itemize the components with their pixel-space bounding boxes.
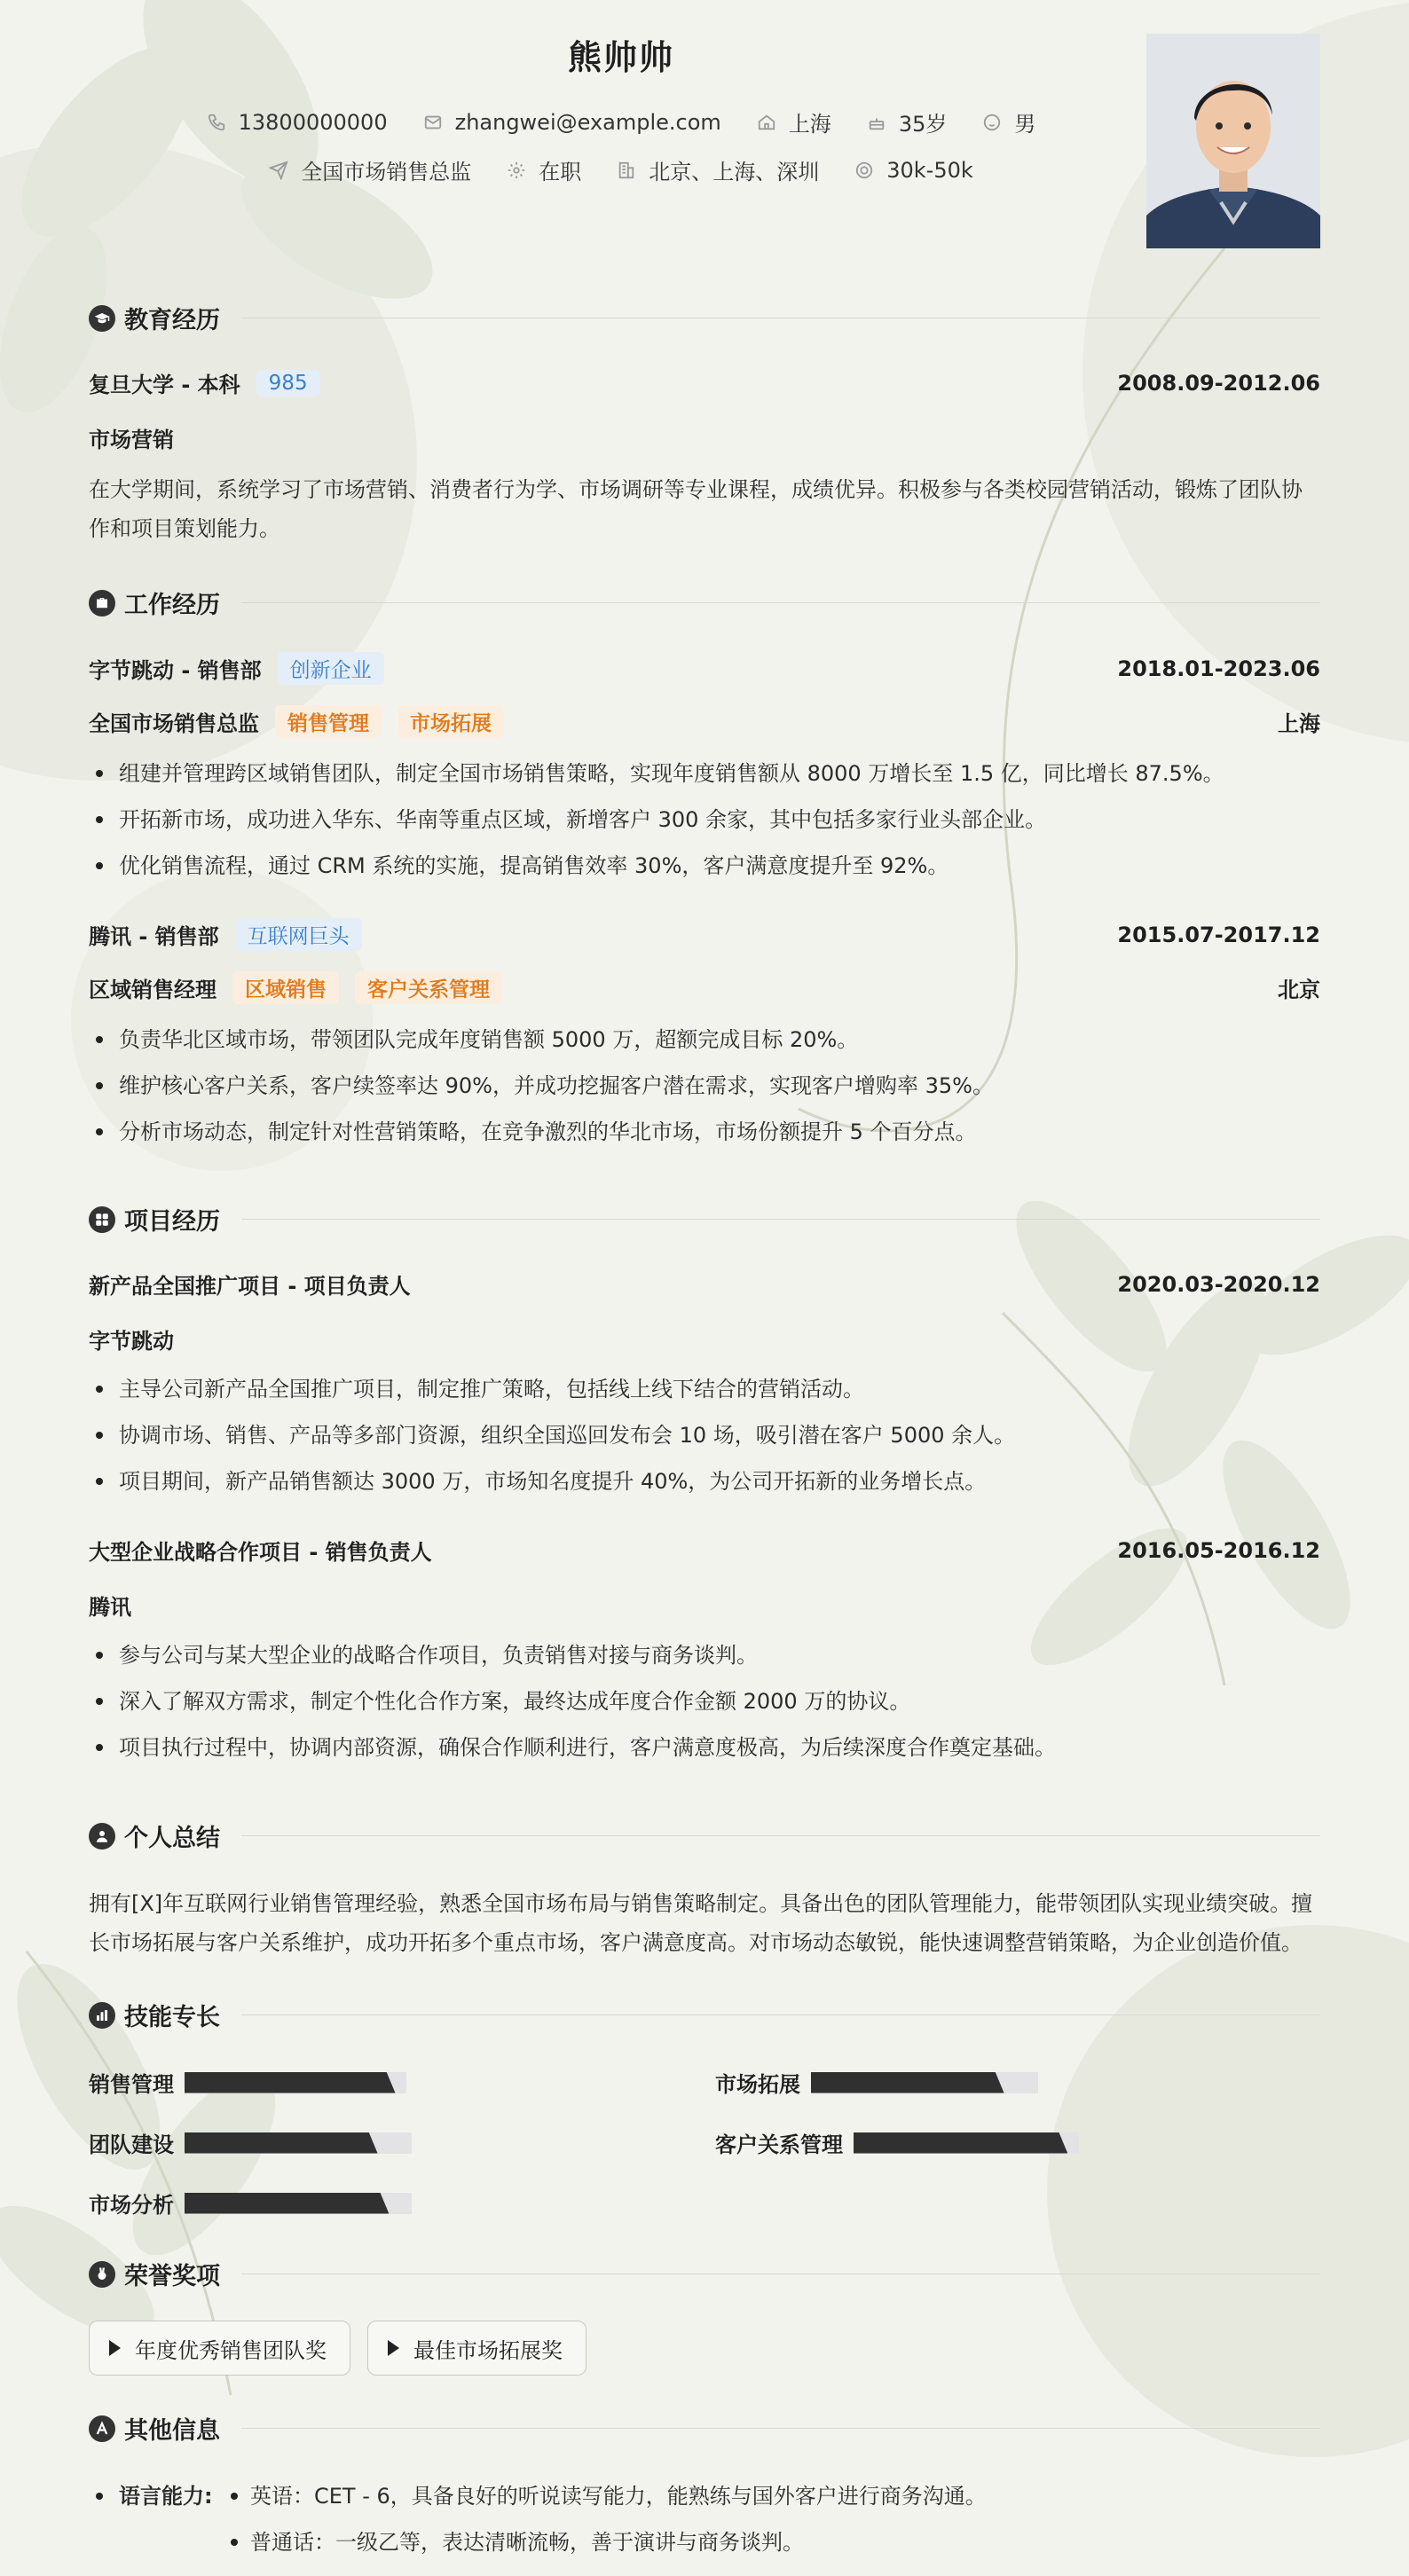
job-2-company-tag: 互联网巨头 — [235, 918, 362, 951]
list-item: 维护核心客户关系，客户续签率达 90%，并成功挖掘客户潜在需求，实现客户增购率 35%。 — [89, 1068, 1320, 1114]
phone-text: 13800000000 — [238, 109, 388, 135]
play-triangle-icon — [388, 2340, 399, 2356]
honors-section-title: 荣誉奖项 — [89, 2257, 1320, 2291]
skill-crm — [715, 2127, 1079, 2158]
person-face-icon — [982, 113, 1002, 132]
skill-fill — [185, 2072, 396, 2093]
skill-label: 市场拓展 — [715, 2072, 800, 2097]
project-2-header — [89, 1535, 1320, 1566]
job-2-skill-tag: 区域销售 — [232, 971, 339, 1004]
graduation-cap-icon — [89, 305, 115, 332]
job-2-skill-tag: 客户关系管理 — [355, 971, 502, 1004]
school-name: 复旦大学 - 本科 — [89, 373, 240, 397]
gender-text: 男 — [1014, 112, 1036, 137]
skill-bar — [185, 2072, 406, 2093]
skills-section-title: 技能专长 — [89, 1998, 1320, 2032]
list-item: 分析市场动态，制定针对性营销策略，在竞争激烈的华北市场，市场份额提升 5 个百分点。 — [89, 1114, 1320, 1160]
status-item — [507, 154, 581, 185]
project-1-name: 新产品全国推广项目 - 项目负责人 — [89, 1274, 411, 1299]
target-position-item — [269, 154, 471, 185]
education-description: 在大学期间，系统学习了市场营销、消费者行为学、市场调研等专业课程，成绩优异。积极参与各类校园营销活动，锻炼了团队协 作和项目策划能力。 — [89, 477, 1303, 541]
job-1-company: 字节跳动 - 销售部 — [89, 658, 262, 683]
contact-row — [0, 106, 1242, 137]
city-text: 上海 — [788, 112, 831, 137]
profile-photo — [1146, 34, 1320, 248]
job-2-role: 区域销售经理 — [89, 978, 216, 1002]
skill-market-analysis — [89, 2187, 412, 2219]
job-1-role-row — [89, 705, 1320, 738]
project-2-period: 2016.05-2016.12 — [1117, 1537, 1320, 1563]
skill-fill — [185, 2193, 389, 2214]
user-icon — [89, 1823, 115, 1850]
projects-section-title: 项目经历 — [89, 1202, 1320, 1237]
project-1-period: 2020.03-2020.12 — [1117, 1271, 1320, 1297]
honor-badge-1: 年度优秀销售团队奖 — [89, 2321, 350, 2376]
skill-label: 团队建设 — [89, 2132, 174, 2157]
project-2-bullets — [89, 1637, 1320, 1776]
job-2-bullets — [89, 1022, 1320, 1160]
mandarin-ability: 普通话：一级乙等，表达清晰流畅，善于演讲与商务谈判。 — [250, 2530, 804, 2555]
mail-icon — [423, 113, 443, 132]
skill-label: 客户关系管理 — [715, 2132, 843, 2157]
briefcase-icon — [89, 590, 115, 617]
section-divider — [241, 2014, 1320, 2015]
job-1-skill-tag: 市场拓展 — [398, 705, 504, 738]
work-section-title: 工作经历 — [89, 585, 1320, 620]
skill-fill — [811, 2072, 1004, 2093]
age-text: 35岁 — [898, 112, 948, 137]
language-label: 语言能力: — [119, 2484, 213, 2509]
major-row — [89, 422, 1320, 453]
project-2-name: 大型企业战略合作项目 - 销售负责人 — [89, 1540, 432, 1565]
cake-icon — [867, 113, 886, 132]
skill-bar — [854, 2132, 1079, 2154]
section-divider — [241, 2428, 1320, 2429]
project-1-header — [89, 1268, 1320, 1300]
job-1-period: 2018.01-2023.06 — [1117, 656, 1320, 681]
grid-apps-icon — [89, 1206, 115, 1233]
bullet-dot — [231, 2539, 238, 2546]
skill-bar — [185, 2193, 412, 2214]
other-section-title: 其他信息 — [89, 2411, 1320, 2446]
project-1-company-row — [89, 1323, 1320, 1355]
job-intent-row — [0, 154, 1242, 185]
bar-chart-icon — [89, 2002, 115, 2029]
candidate-name: 熊帅帅 — [567, 38, 674, 77]
list-item: 项目执行过程中，协调内部资源，确保合作顺利进行，客户满意度极高，为后续深度合作奠定基础。 — [89, 1730, 1320, 1776]
play-triangle-icon — [109, 2340, 121, 2356]
skill-bar — [185, 2132, 412, 2154]
skill-fill — [185, 2132, 378, 2154]
paper-plane-icon — [269, 161, 288, 180]
education-section-title: 教育经历 — [89, 301, 1320, 335]
school-tag: 985 — [256, 370, 320, 397]
status-gear-icon — [507, 161, 526, 180]
list-item: 负责华北区域市场，带领团队完成年度销售额 5000 万，超额完成目标 20%。 — [89, 1022, 1320, 1068]
target-position-text: 全国市场销售总监 — [301, 160, 472, 185]
project-1-company: 字节跳动 — [89, 1329, 174, 1354]
coin-icon — [854, 161, 874, 180]
list-item: 组建并管理跨区域销售团队，制定全国市场销售策略，实现年度销售额从 8000 万增长至 1.5 亿，同比增长 87.5%。 — [89, 756, 1320, 802]
salary-item — [854, 158, 973, 183]
skill-market-expansion — [715, 2067, 1038, 2098]
summary-section-title: 个人总结 — [89, 1818, 1320, 1853]
target-cities-text: 北京、上海、深圳 — [649, 160, 820, 185]
bullet-dot — [96, 2493, 103, 2500]
list-item: 开拓新市场，成功进入华东、华南等重点区域，新增客户 300 余家，其中包括多家行业头部企业。 — [89, 802, 1320, 848]
home-icon — [757, 113, 776, 132]
job-2-role-row — [89, 971, 1320, 1004]
phone-item — [207, 110, 388, 135]
job-1-company-tag: 创新企业 — [278, 652, 384, 685]
section-divider — [241, 1835, 1320, 1836]
honor-badge-2: 最佳市场拓展奖 — [367, 2321, 586, 2376]
job-1-role: 全国市场销售总监 — [89, 711, 259, 736]
skill-fill — [854, 2132, 1067, 2154]
job-1-location: 上海 — [1278, 711, 1320, 736]
job-1-bullets — [89, 756, 1320, 894]
job-1-skill-tag: 销售管理 — [275, 705, 382, 738]
list-item: 主导公司新产品全国推广项目，制定推广策略，包括线上线下结合的营销活动。 — [89, 1371, 1320, 1418]
email-item — [423, 110, 721, 135]
building-icon — [617, 161, 636, 180]
section-divider — [241, 602, 1320, 603]
gender-item — [982, 106, 1035, 137]
bullet-dot — [231, 2493, 238, 2500]
skill-bar — [811, 2072, 1038, 2093]
status-text: 在职 — [539, 160, 582, 185]
education-header — [89, 367, 1320, 398]
project-2-company-row — [89, 1590, 1320, 1621]
job-2-header — [89, 918, 1320, 951]
salary-text: 30k-50k — [886, 157, 973, 183]
section-divider — [241, 1219, 1320, 1220]
list-item: 项目期间，新产品销售额达 3000 万，市场知名度提升 40%，为公司开拓新的业务增长点。 — [89, 1464, 1320, 1510]
skill-team-building — [89, 2127, 412, 2158]
list-item: 参与公司与某大型企业的战略合作项目，负责销售对接与商务谈判。 — [89, 1637, 1320, 1684]
education-period: 2008.09-2012.06 — [1117, 370, 1320, 396]
english-ability: 英语：CET - 6，具备良好的听说读写能力，能熟练与国外客户进行商务沟通。 — [250, 2484, 987, 2509]
major-name: 市场营销 — [89, 428, 174, 452]
summary-text: 拥有[X]年互联网行业销售管理经验，熟悉全国市场布局与销售策略制定。具备出色的团队管理能力，能带领团队实现业绩突破。擅 长市场拓展与客户关系维护，成功开拓多个重点市场，客户满意度高。对市场动态敏锐，能快速调整营销策略，为企业创造价值。 — [89, 1891, 1313, 1955]
list-item: 深入了解双方需求，制定个性化合作方案，最终达成年度合作金额 2000 万的协议。 — [89, 1684, 1320, 1730]
job-2-location: 北京 — [1278, 978, 1320, 1002]
job-2-company: 腾讯 - 销售部 — [89, 924, 219, 949]
project-1-bullets — [89, 1371, 1320, 1510]
job-2-period: 2015.07-2017.12 — [1117, 922, 1320, 947]
skill-sales-management — [89, 2067, 406, 2098]
phone-icon — [207, 113, 226, 132]
list-item: 优化销售流程，通过 CRM 系统的实施，提高销售效率 30%，客户满意度提升至 92%。 — [89, 848, 1320, 894]
skill-label: 市场分析 — [89, 2193, 174, 2218]
age-item — [867, 106, 948, 137]
list-item: 协调市场、销售、产品等多部门资源，组织全国巡回发布会 10 场，吸引潜在客户 5000 余人。 — [89, 1418, 1320, 1464]
language-a-icon — [89, 2415, 115, 2442]
other-info — [89, 2477, 1320, 2574]
medal-icon — [89, 2261, 115, 2288]
target-cities-item — [617, 154, 819, 185]
job-1-header — [89, 652, 1320, 685]
project-2-company: 腾讯 — [89, 1595, 131, 1620]
skill-label: 销售管理 — [89, 2072, 174, 2097]
email-text: zhangwei@example.com — [454, 109, 721, 135]
city-item — [757, 106, 831, 137]
